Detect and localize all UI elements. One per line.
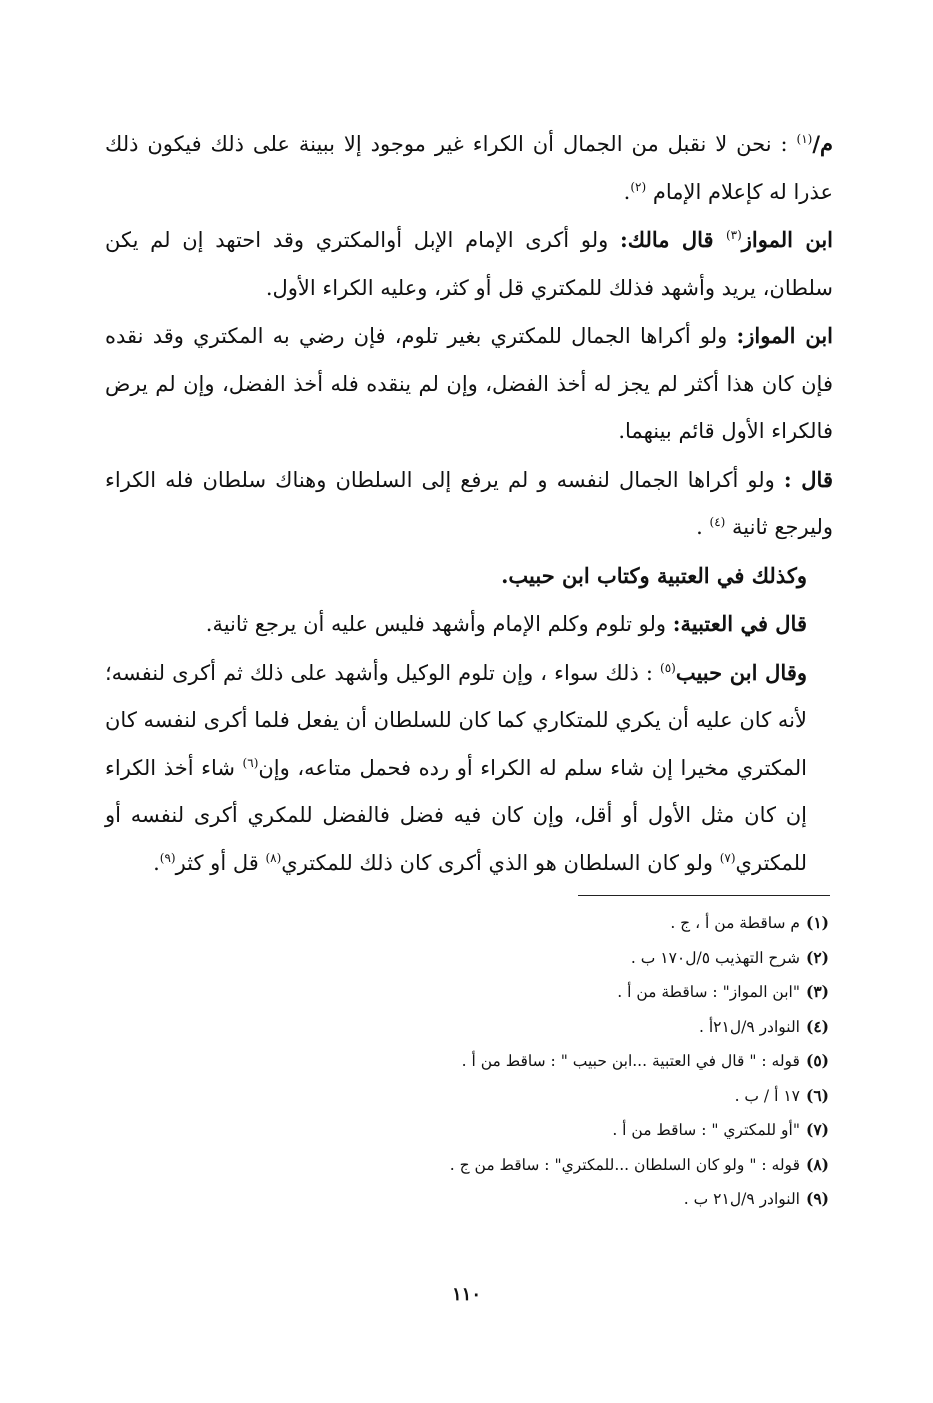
footnote-number: (٩) bbox=[805, 1189, 829, 1208]
paragraph-6 bbox=[105, 600, 833, 649]
footnote-text: م ساقطة من أ ، ج . bbox=[670, 914, 800, 932]
paragraph-4 bbox=[105, 456, 833, 552]
footnote-ref: (٩) bbox=[159, 850, 176, 865]
paragraph-7 bbox=[105, 649, 833, 888]
paragraph-2 bbox=[105, 216, 833, 312]
footnote-ref: (٧) bbox=[719, 850, 736, 865]
footnote-ref: (٢) bbox=[630, 179, 647, 194]
footnote-number: (٤) bbox=[805, 1016, 829, 1036]
paragraph-5 bbox=[105, 552, 833, 601]
footnote-ref: (٣) bbox=[725, 228, 742, 242]
footnote-number: (٥) bbox=[805, 1051, 829, 1070]
paragraph-text-2: شاء أخذ الكراء إن كان مثل الأول أو أقل، وإن كان فيه فضل فالفضل للمكري أكرى لنفسه أو للمكتري bbox=[105, 755, 807, 875]
footnote bbox=[269, 1182, 829, 1217]
footnote-text: "أو للمكتري " : ساقط من أ . bbox=[612, 1121, 800, 1139]
footnote-text: قوله : " ولو كان السلطان ...للمكتري" : ساقط من ج . bbox=[449, 1155, 800, 1174]
footnote bbox=[269, 906, 829, 941]
footnote-number: (٦) bbox=[805, 1085, 829, 1105]
footnote-number: (٨) bbox=[805, 1154, 829, 1174]
paragraph-lead: وقال ابن حبيب bbox=[675, 659, 807, 685]
footnote-text: النوادر ٩/ل٢١أ . bbox=[699, 1017, 800, 1036]
main-text bbox=[105, 120, 833, 887]
paragraph-lead: وكذلك في العتبية وكتاب ابن حبيب. bbox=[501, 562, 807, 588]
paragraph-tail: . bbox=[623, 179, 631, 204]
footnote bbox=[269, 941, 829, 976]
paragraph-lead: ابن المواز bbox=[741, 227, 833, 252]
page-number: ١١٠ bbox=[451, 1284, 481, 1305]
footnote-text: "ابن المواز" : ساقطة من أ . bbox=[617, 983, 800, 1001]
footnote-ref: (١) bbox=[796, 132, 813, 146]
paragraph-lead-2: قال مالك: bbox=[620, 227, 726, 252]
paragraph-lead: ابن المواز: bbox=[736, 323, 833, 348]
footnote-text: ١٧ أ / ب . bbox=[734, 1086, 800, 1105]
paragraph-lead: قال : bbox=[783, 466, 833, 492]
footnote bbox=[269, 1148, 829, 1183]
paragraph-1 bbox=[105, 120, 833, 216]
paragraph-text-3: ولو كان السلطان هو الذي أكرى كان ذلك للمكتري bbox=[281, 850, 720, 875]
paragraph-text: ولو أكراها الجمال للمكتري بغير تلوم، فإن رضي به المكتري وقد نقده فإن كان هذا أكثر لم يجز له أخذ الفضل، وإن لم ينقده فله أخذ الفضل، وإن لم يرض فالكراء الأول قائم بينهما. bbox=[105, 324, 833, 443]
footnote bbox=[269, 975, 829, 1010]
footnote-ref: (٥) bbox=[660, 660, 676, 675]
footnote-number: (١) bbox=[805, 913, 829, 932]
paragraph-text: ولو تلوم وكلم الإمام وأشهد فليس عليه أن يرجع ثانية. bbox=[205, 612, 673, 636]
paragraph-tail: . bbox=[153, 850, 160, 875]
footnote-number: (٣) bbox=[805, 982, 829, 1001]
footnote-number: (٧) bbox=[805, 1120, 829, 1139]
footnote-ref: (٤) bbox=[709, 515, 726, 529]
paragraph-lead: م/ bbox=[812, 131, 833, 156]
paragraph-text-4: قل أو كثر bbox=[175, 850, 266, 875]
footnote bbox=[269, 1010, 829, 1045]
footnote-text: النوادر ٩/ل٢١ ب . bbox=[683, 1190, 800, 1208]
paragraph-text: : نحن لا نقبل من الجمال أن الكراء غير موجود إلا ببينة على ذلك فيكون ذلك عذرا له كإعلام الإمام bbox=[105, 132, 833, 204]
footnote-number: (٢) bbox=[805, 947, 829, 967]
paragraph-text: ولو أكراها الجمال لنفسه و لم يرفع إلى السلطان وهناك سلطان فله الكراء وليرجع ثانية bbox=[105, 467, 833, 539]
footnote-divider bbox=[578, 895, 830, 896]
paragraph-lead: قال في العتبية: bbox=[672, 611, 807, 636]
paragraph-text: ولو أكرى الإمام الإبل أوالمكتري وقد احتهد إن لم يكن سلطان، يريد وأشهد فذلك للمكتري قل أو كثر، وعليه الكراء الأول. bbox=[105, 228, 833, 300]
footnote bbox=[269, 1113, 829, 1148]
footnote-ref: (٦) bbox=[242, 755, 259, 770]
footnote-text: قوله : " قال في العتبية ...ابن حبيب " : ساقط من أ . bbox=[461, 1052, 800, 1070]
paragraph-text: : ذلك سواء ، وإن تلوم الوكيل وأشهد على ذلك ثم أكرى لنفسه؛ لأنه كان عليه أن يكري للمتكاري كما كان للسلطان أن يفعل فلما أكرى لنفسه كان المكتري مخيرا إن شاء سلم له الكراء أو رده فحمل متاعه، وإن bbox=[105, 660, 808, 780]
footnote-ref: (٨) bbox=[265, 850, 282, 865]
footnotes bbox=[269, 906, 829, 1217]
paragraph-tail: . bbox=[696, 515, 710, 539]
footnote-text: شرح التهذيب ٥/ل١٧٠ ب . bbox=[630, 948, 800, 967]
paragraph-3 bbox=[105, 312, 833, 456]
footnote bbox=[269, 1044, 829, 1079]
footnote bbox=[269, 1079, 829, 1114]
